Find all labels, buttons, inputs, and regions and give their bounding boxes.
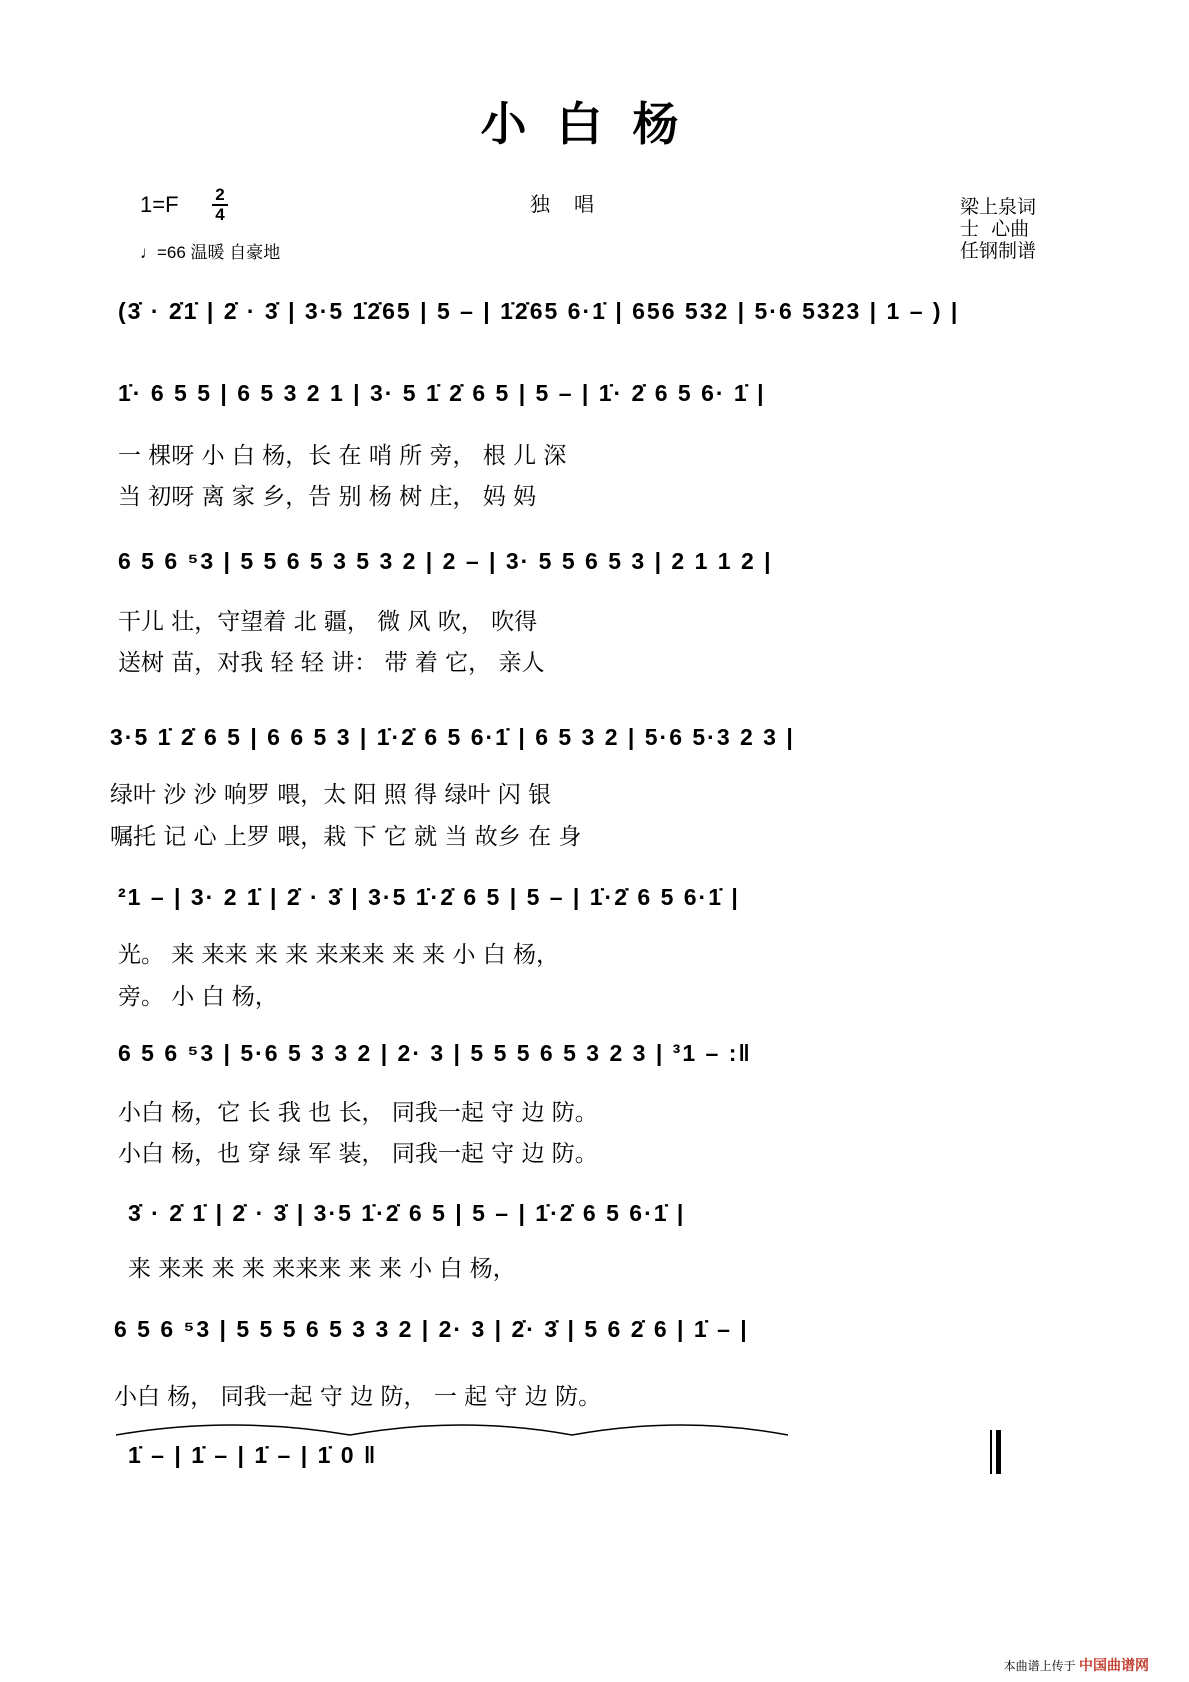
notation-row-6: 6 5 6 ⁵3 | 5·6 5 3 3 2 | 2· 3 | 5 5 5 6 5 3 2 3 | ³1 – :‖ — [118, 1040, 752, 1066]
notation-row-5: ²1 – | 3· 2 1̇ | 2̇ · 3̇ | 3·5 1̇·2̇ 6 5 | 5 – | 1̇·2̇ 6 5 6·1̇ | — [118, 884, 740, 910]
notation-row-9: 1̇ – | 1̇ – | 1̇ – | 1̇ 0 ‖ — [128, 1442, 378, 1468]
song-title: 小白杨 — [480, 97, 709, 151]
key-signature: 1=F — [140, 192, 179, 217]
lyric-row-2a: 一 棵呀 小 白 杨，长 在 哨 所 旁， 根 儿 深 — [118, 443, 567, 469]
lyric-row-8a: 小白 杨， 同我一起 守 边 防， 一 起 守 边 防。 — [114, 1384, 602, 1410]
notation-row-8: 6 5 6 ⁵3 | 5 5 5 6 5 3 3 2 | 2· 3 | 2̇· 3̇ | 5 6 2̇ 6 | 1̇ – | — [114, 1316, 749, 1342]
lyric-row-6a: 小白 杨，它 长 我 也 长， 同我一起 守 边 防。 — [118, 1100, 598, 1126]
time-signature-bottom: 4 — [215, 205, 225, 224]
lyric-row-7a: 来 来来 来 来 来来来 来 来 小 白 杨， — [128, 1256, 516, 1282]
notation-row-1: (3̇ · 2̇1̇ | 2̇ · 3̇ | 3·5 1̇2̇65 | 5 – | 1̇2̇65 6·1̇ | 656 532 | 5·6 5323 | 1 – ) | — [118, 298, 960, 324]
final-barline-thin — [990, 1430, 992, 1474]
lyric-row-3a: 干儿 壮，守望着 北 疆， 微 风 吹， 吹得 — [118, 609, 538, 635]
time-signature-top: 2 — [215, 185, 225, 204]
notation-row-4: 3·5 1̇ 2̇ 6 5 | 6 6 5 3 | 1̇·2̇ 6 5 6·1̇ | 6 5 3 2 | 5·6 5·3 2 3 | — [110, 724, 795, 750]
notation-row-7: 3̇ · 2̇ 1̇ | 2̇ · 3̇ | 3·5 1̇·2̇ 6 5 | 5 – | 1̇·2̇ 6 5 6·1̇ | — [128, 1200, 686, 1226]
notation-row-2: 1̇· 6 5 5 | 6 5 3 2 1 | 3· 5 1̇ 2̇ 6 5 | 5 – | 1̇· 2̇ 6 5 6· 1̇ | — [118, 380, 766, 406]
lyric-row-4a: 绿叶 沙 沙 响罗 喂，太 阳 照 得 绿叶 闪 银 — [110, 782, 552, 808]
performance-style: 独唱 — [530, 192, 618, 216]
lyric-row-3b: 送树 苗，对我 轻 轻 讲： 带 着 它， 亲人 — [118, 650, 545, 676]
final-barline-thick — [996, 1430, 1001, 1474]
time-signature — [210, 186, 230, 224]
lyric-row-2b: 当 初呀 离 家 乡，告 别 杨 树 庄， 妈 妈 — [118, 484, 537, 510]
lyric-row-6b: 小白 杨，也 穿 绿 军 装， 同我一起 守 边 防。 — [118, 1141, 598, 1167]
lyric-row-4b: 嘱托 记 心 上罗 喂，栽 下 它 就 当 故乡 在 身 — [110, 824, 582, 850]
footer-brand: 中国曲谱网 — [1079, 1657, 1149, 1673]
credits: 梁上泉词 士 心曲 任钢制谱 — [960, 196, 1037, 262]
notation-row-3: 6 5 6 ⁵3 | 5 5 6 5 3 5 3 2 | 2 – | 3· 5 5 6 5 3 | 2 1 1 2 | — [118, 548, 773, 574]
footer-prefix: 本曲谱上传于 — [1003, 1659, 1076, 1673]
lyric-row-5a: 光。 来 来来 来 来 来来来 来 来 小 白 杨， — [118, 942, 560, 968]
tempo-marking: ♩=66 温暖 自豪地 — [140, 243, 281, 262]
lyric-row-5b: 旁。 小 白 杨， — [118, 984, 278, 1010]
footer-credit — [1004, 1655, 1149, 1675]
tie-arc-final — [112, 1415, 812, 1439]
